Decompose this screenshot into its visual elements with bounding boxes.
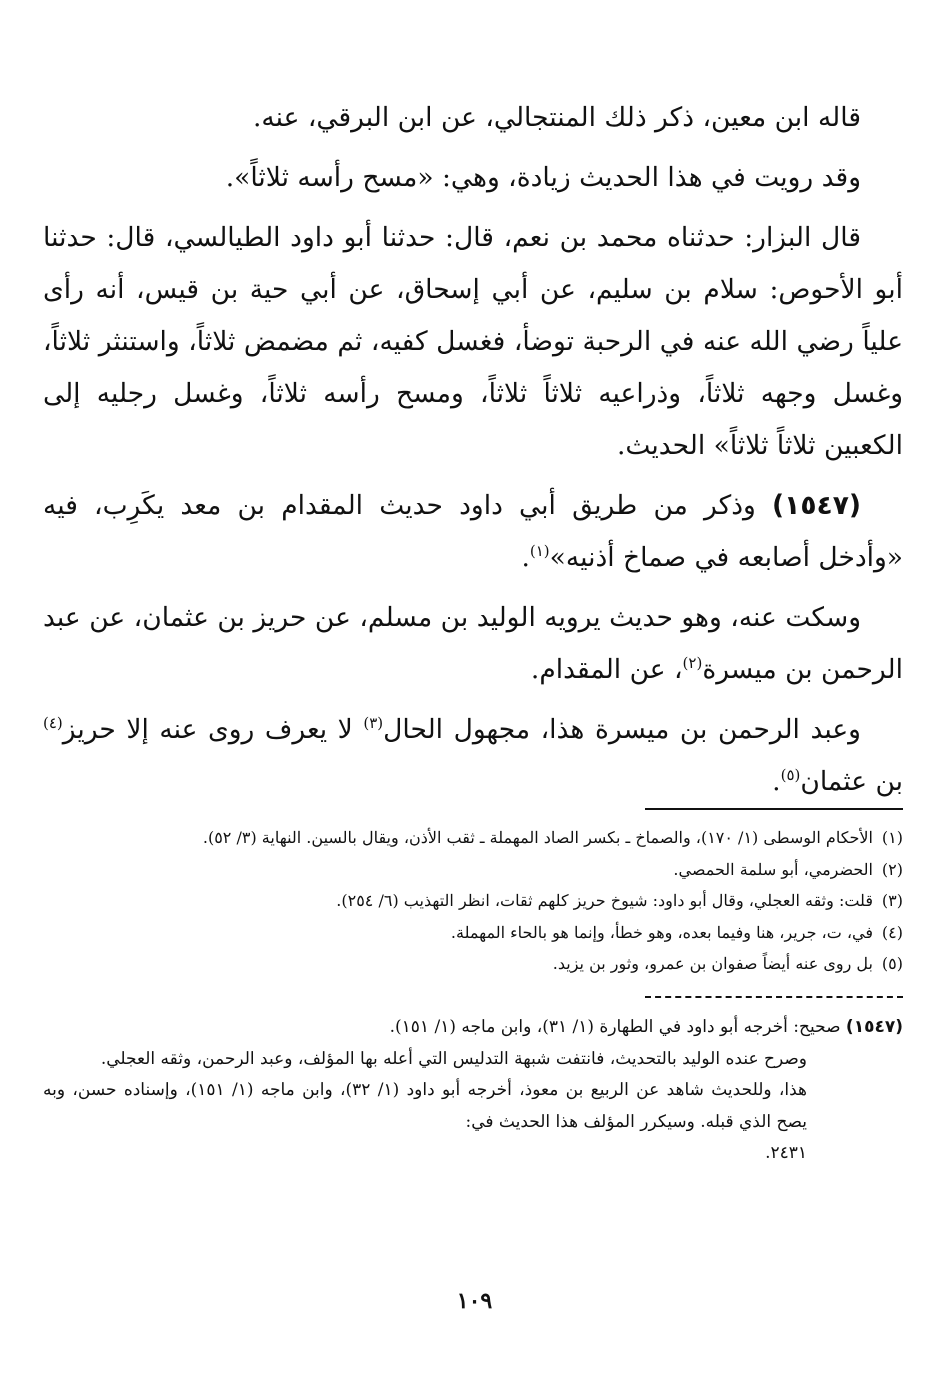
main-text — [43, 92, 903, 808]
takhrij-second: وصرح عنده الوليد بالتحديث، فانتفت شبهة التدليس التي أعله بها المؤلف، وعبد الرحمن، وثقه العجلي. — [100, 1048, 807, 1069]
footnote — [43, 822, 903, 854]
footnote-number: (١) — [881, 828, 903, 847]
paragraph-5-text-a: وسكت عنه، وهو حديث يرويه الوليد بن مسلم، عن حريز بن عثمان، عن عبد الرحمن بن ميسرة — [43, 602, 903, 685]
takhrij-first — [43, 1012, 903, 1044]
page-number: ١٠٩ — [456, 1288, 493, 1314]
footnote — [43, 917, 903, 949]
takhrij-third: هذا، وللحديث شاهد عن الربيع بن معوذ، أخرجه أبو داود (١/ ٣٢)، وابن ماجه (١/ ١٥١)، وإسناده حسن، وبه يصح الذي قبله. وسيكرر المؤلف هذا الحديث في: — [43, 1080, 808, 1132]
paragraph-6-text-c: بن عثمان — [800, 766, 903, 797]
footnote-divider — [645, 808, 903, 810]
footnote-number: (٣) — [881, 891, 903, 910]
footnote — [43, 885, 903, 917]
paragraph-5-text-b: ، عن المقدام. — [530, 654, 683, 685]
paragraph-6-text-b: لا يعرف روى عنه إلا حريز — [62, 714, 364, 745]
hadith-number: (١٥٤٧) — [772, 490, 861, 521]
footnotes — [43, 822, 903, 980]
footnote-ref-4: (٤) — [43, 714, 63, 733]
takhrij-section — [43, 1012, 903, 1170]
paragraph-4-text: وذكر من طريق أبي داود حديث المقدام بن معد يكَرِب، فيه «وأدخل أصابعه في صماخ أذنيه» — [43, 490, 903, 573]
footnote-ref-3: (٣) — [363, 714, 384, 733]
footnote-text: قلت: وثقه العجلي، وقال أبو داود: شيوخ حريز كلهم ثقات، انظر التهذيب (٦/ ٢٥٤). — [336, 891, 873, 910]
footnote-text: في، ت، جرير، هنا وفيما بعده، وهو خطأ، وإنما هو بالحاء المهملة. — [450, 922, 873, 942]
paragraph-6 — [43, 704, 903, 808]
footnote-text: الأحكام الوسطى (١/ ١٧٠)، والصماخ ـ بكسر الصاد المهملة ـ ثقب الأذن، ويقال بالسين. النهاية (٣/ ٥٢). — [202, 828, 873, 847]
paragraph-5 — [43, 592, 903, 696]
footnote-ref-5: (٥) — [780, 766, 801, 785]
footnote-text: الحضرمي، أبو سلمة الحمصي. — [673, 859, 873, 879]
footnote-text: بل روى عنه أيضاً صفوان بن عمرو، وثور بن يزيد. — [552, 954, 873, 973]
footnote — [43, 854, 903, 886]
paragraph-6-text-d: . — [772, 766, 781, 797]
footnote-number: (٥) — [881, 954, 903, 973]
takhrij-fourth: ٢٤٣١. — [765, 1143, 807, 1163]
paragraph-4 — [43, 480, 903, 584]
paragraph-3: قال البزار: حدثناه محمد بن نعم، قال: حدثنا أبو داود الطيالسي، قال: حدثنا أبو الأحوص: سلام بن سليم، عن أبي إسحاق، عن أبي حية بن قيس، أنه رأى علياً رضي الله عنه في الرحبة توضأ، فغسل كفيه، ثم مضمض ثلاثاً، واستنثر ثلاثاً، وغسل وجهه ثلاثاً، وذراعيه ثلاثاً ثلاثاً، ومسح رأسه ثلاثاً، وغسل رجليه إلى الكعبين ثلاثاً ثلاثاً» الحديث. — [43, 222, 903, 461]
paragraph-1: قاله ابن معين، ذكر ذلك المنتجالي، عن ابن البرقي، عنه. — [252, 102, 861, 133]
period: . — [521, 542, 530, 573]
footnote-ref-1: (١) — [529, 542, 550, 561]
takhrij-first-text: صحيح: أخرجه أبو داود في الطهارة (١/ ٣١)، وابن ماجه (١/ ١٥١). — [389, 1017, 841, 1037]
footnote-number: (٢) — [881, 859, 903, 879]
paragraph-2: وقد رويت في هذا الحديث زيادة، وهي: «مسح رأسه ثلاثاً». — [225, 162, 861, 193]
footnote — [43, 948, 903, 980]
takhrij-number: (١٥٤٧) — [845, 1017, 903, 1037]
footnote-ref-2: (٢) — [682, 654, 703, 673]
takhrij-divider — [645, 996, 903, 998]
paragraph-6-text-a: وعبد الرحمن بن ميسرة هذا، مجهول الحال — [383, 714, 861, 745]
footnote-number: (٤) — [881, 922, 903, 942]
